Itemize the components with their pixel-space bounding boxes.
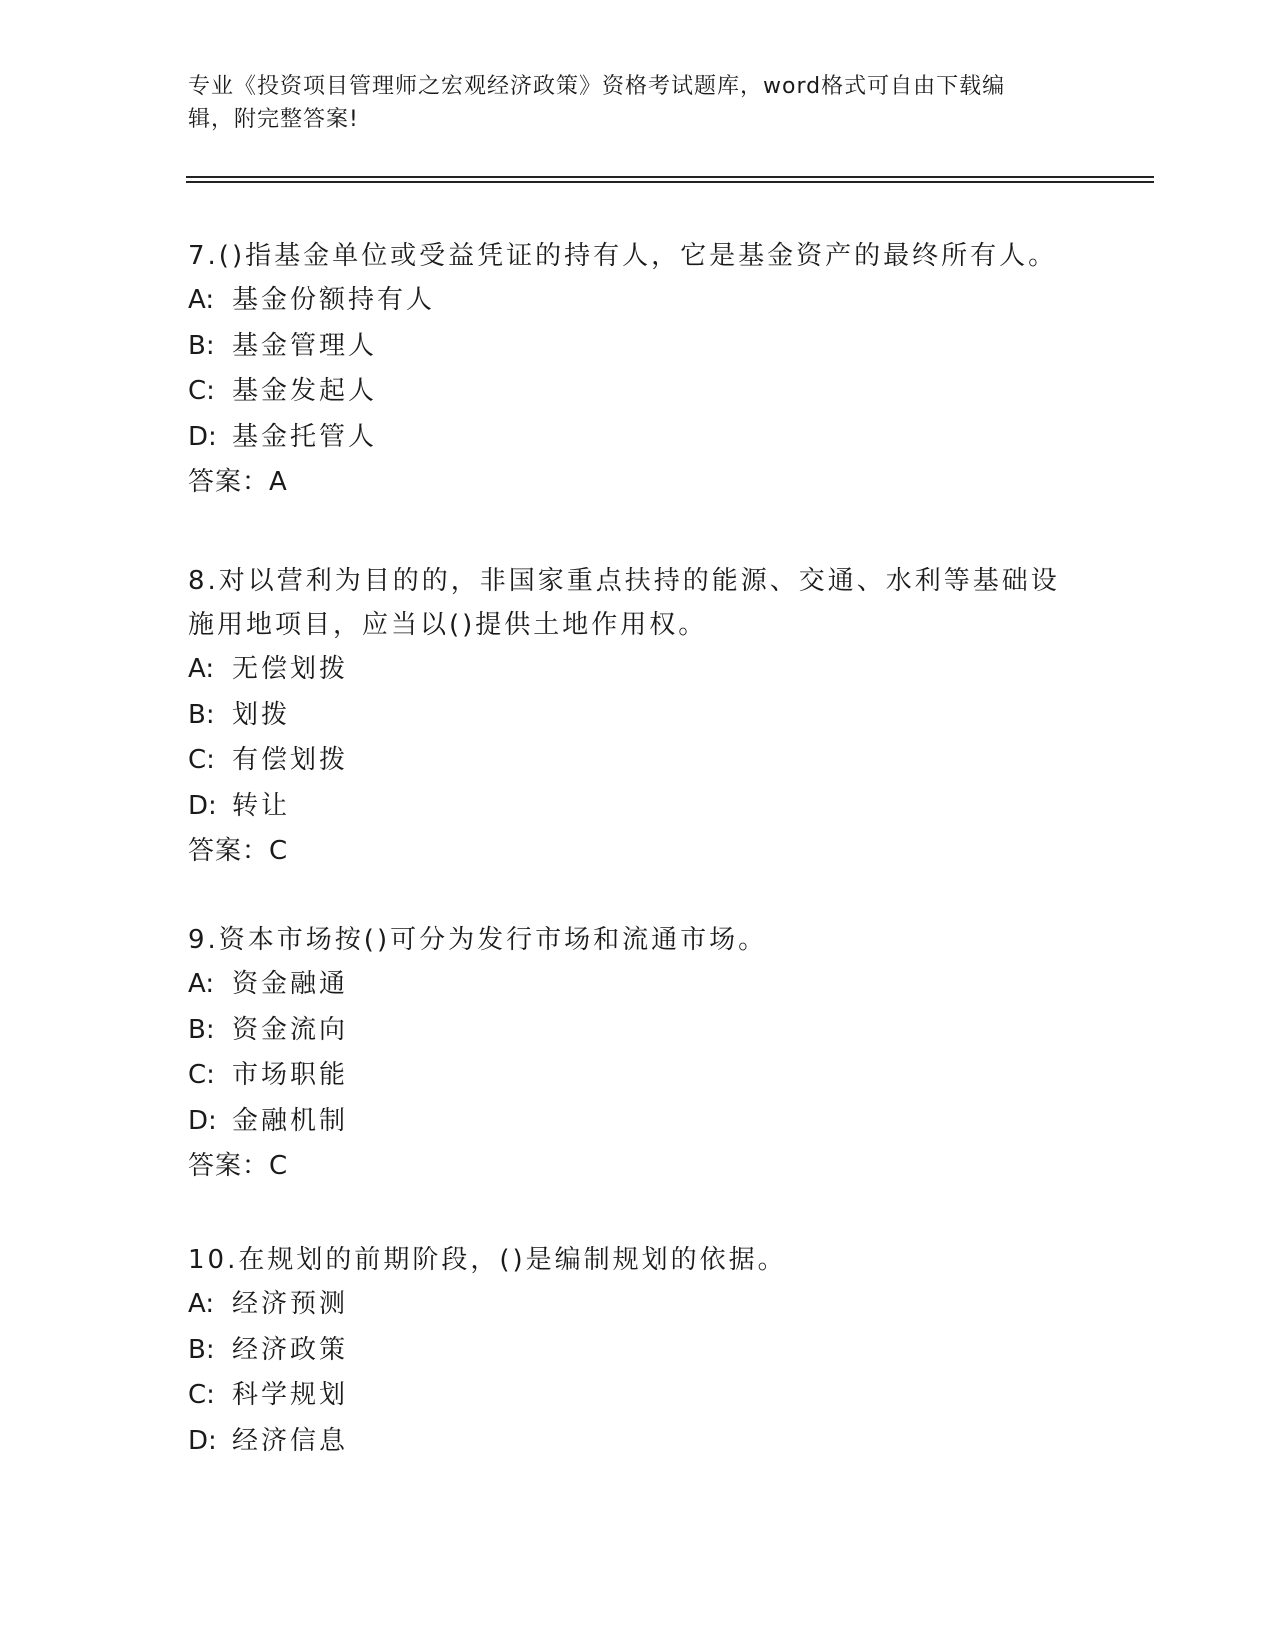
option-text: 转让: [232, 790, 291, 821]
option-key: D:: [188, 1105, 217, 1136]
option-key: B:: [188, 330, 215, 361]
option-text: 基金管理人: [232, 330, 378, 361]
header-divider-top: [186, 176, 1154, 178]
option-text: 资金融通: [232, 969, 349, 999]
header-line-2: 辑，附完整答案!: [188, 107, 359, 132]
option-b: [188, 1008, 1088, 1054]
option-c: [188, 1373, 1088, 1419]
question-10: [188, 1238, 1088, 1464]
option-text: 经济信息: [232, 1425, 349, 1456]
option-c: [188, 369, 1088, 415]
question-9: [188, 918, 1088, 1189]
option-a: [188, 1282, 1088, 1328]
option-d: [188, 784, 1088, 830]
option-key: D:: [188, 421, 217, 452]
question-stem-line-2: 施用地项目，应当以()提供土地作用权。: [188, 610, 708, 640]
option-text: 市场职能: [232, 1060, 349, 1090]
option-d: [188, 1419, 1088, 1465]
question-stem: 7.()指基金单位或受益凭证的持有人，它是基金资产的最终所有人。: [188, 241, 1058, 271]
question-8: [188, 559, 1088, 874]
option-key: A:: [188, 969, 215, 999]
option-key: A:: [188, 1289, 215, 1319]
option-text: 资金流向: [232, 1014, 349, 1045]
document-header: [188, 70, 1078, 136]
answer: 答案：A: [188, 467, 288, 497]
option-d: [188, 1099, 1088, 1145]
option-text: 经济预测: [232, 1289, 349, 1319]
answer: 答案：C: [188, 1151, 289, 1181]
option-key: D:: [188, 790, 217, 821]
question-stem: 9.资本市场按()可分为发行市场和流通市场。: [188, 925, 768, 955]
option-text: 基金发起人: [232, 376, 378, 406]
option-d: [188, 415, 1088, 461]
option-text: 经济政策: [232, 1334, 349, 1365]
option-key: A:: [188, 654, 215, 684]
option-key: C:: [188, 1380, 215, 1410]
question-stem: 10.在规划的前期阶段，()是编制规划的依据。: [188, 1245, 787, 1275]
option-key: B:: [188, 699, 215, 730]
option-c: [188, 1053, 1088, 1099]
option-key: C:: [188, 376, 215, 406]
question-7: [188, 234, 1088, 505]
option-a: [188, 278, 1088, 324]
option-text: 基金份额持有人: [232, 285, 436, 315]
option-key: C:: [188, 745, 215, 775]
option-a: [188, 647, 1088, 693]
option-text: 划拨: [232, 699, 291, 730]
option-key: C:: [188, 1060, 215, 1090]
option-key: B:: [188, 1014, 215, 1045]
option-b: [188, 693, 1088, 739]
option-text: 有偿划拨: [232, 745, 349, 775]
option-b: [188, 324, 1088, 370]
option-key: D:: [188, 1425, 217, 1456]
option-c: [188, 738, 1088, 784]
question-stem-line-1: 8.对以营利为目的的，非国家重点扶持的能源、交通、水利等基础设: [188, 566, 1060, 596]
header-line-1: 专业《投资项目管理师之宏观经济政策》资格考试题库，word格式可自由下载编: [188, 74, 1006, 99]
option-text: 基金托管人: [232, 421, 378, 452]
option-key: A:: [188, 285, 215, 315]
option-a: [188, 962, 1088, 1008]
answer: 答案：C: [188, 836, 289, 866]
option-b: [188, 1328, 1088, 1374]
option-text: 科学规划: [232, 1380, 349, 1410]
option-text: 无偿划拨: [232, 654, 349, 684]
header-divider-bottom: [186, 181, 1154, 183]
option-key: B:: [188, 1334, 215, 1365]
option-text: 金融机制: [232, 1105, 349, 1136]
